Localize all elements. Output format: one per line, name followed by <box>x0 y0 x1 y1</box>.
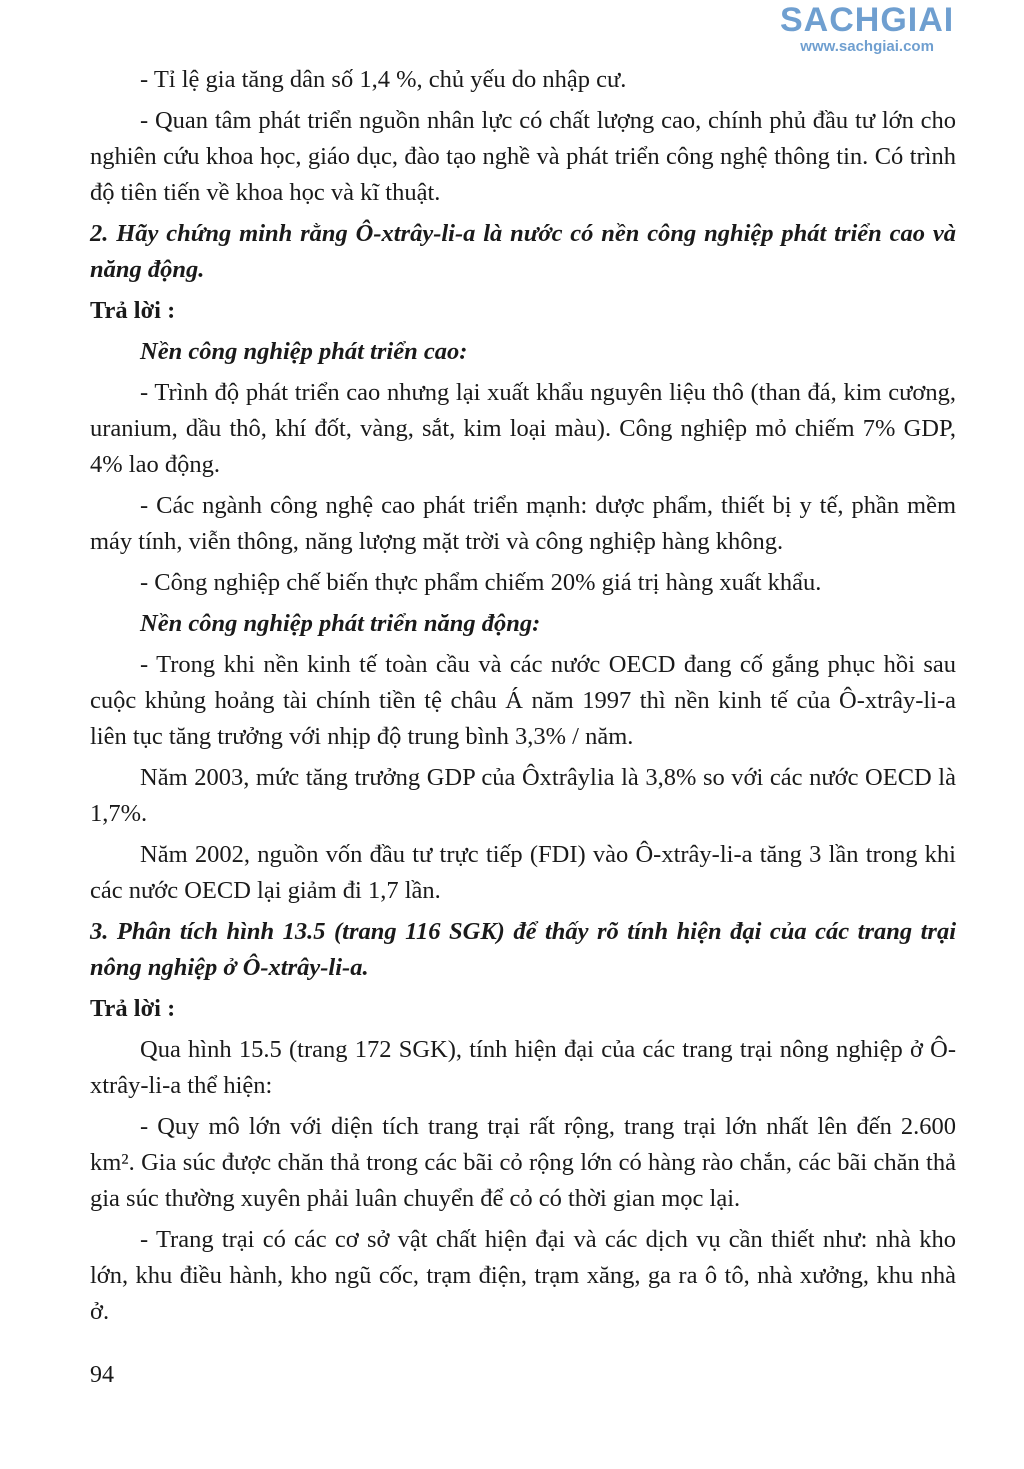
answer-label: Trả lời : <box>90 995 176 1022</box>
watermark-logo: SACHGIAI <box>780 1 955 39</box>
watermark <box>780 2 954 56</box>
question-heading: 2. Hãy chứng minh rằng Ô-xtrây-li-a là nước có nền công nghiệp phát triển cao và năng động. <box>90 220 956 283</box>
page-content <box>90 62 956 1390</box>
paragraph: - Quy mô lớn với diện tích trang trại rất rộng, trang trại lớn nhất lên đến 2.600 km². Gia súc được chăn thả trong các bãi cỏ rộng lớn có hàng rào chắn, các bãi chăn thả gia súc thường xuyên phải luân chuyển để cỏ có thời gian mọc lại. <box>90 1113 956 1212</box>
paragraph: - Các ngành công nghệ cao phát triển mạnh: dược phẩm, thiết bị y tế, phần mềm máy tính, viễn thông, năng lượng mặt trời và công nghiệp hàng không. <box>90 492 956 555</box>
question-heading: 3. Phân tích hình 13.5 (trang 116 SGK) để thấy rõ tính hiện đại của các trang trại nông nghiệp ở Ô-xtrây-li-a. <box>90 918 956 981</box>
paragraph: Năm 2003, mức tăng trưởng GDP của Ôxtrâylia là 3,8% so với các nước OECD là 1,7%. <box>90 764 956 827</box>
page-number: 94 <box>90 1362 114 1388</box>
section-subheading: Nền công nghiệp phát triển cao: <box>140 338 468 365</box>
paragraph: - Trong khi nền kinh tế toàn cầu và các nước OECD đang cố gắng phục hồi sau cuộc khủng hoảng tài chính tiền tệ châu Á năm 1997 thì nền kinh tế của Ô-xtrây-li-a liên tục tăng trưởng với nhịp độ trung bình 3,3% / năm. <box>90 651 956 750</box>
paragraph: Năm 2002, nguồn vốn đầu tư trực tiếp (FDI) vào Ô-xtrây-li-a tăng 3 lần trong khi các nước OECD lại giảm đi 1,7 lần. <box>90 841 956 904</box>
section-subheading: Nền công nghiệp phát triển năng động: <box>140 610 541 637</box>
document-body <box>90 62 956 1330</box>
paragraph: - Trình độ phát triển cao nhưng lại xuất khẩu nguyên liệu thô (than đá, kim cương, uranium, dầu thô, khí đốt, vàng, sắt, kim loại màu). Công nghiệp mỏ chiếm 7% GDP, 4% lao động. <box>90 379 956 478</box>
paragraph: - Tỉ lệ gia tăng dân số 1,4 %, chủ yếu do nhập cư. <box>140 66 627 93</box>
paragraph: - Công nghiệp chế biến thực phẩm chiếm 20% giá trị hàng xuất khẩu. <box>140 569 822 596</box>
paragraph: - Quan tâm phát triển nguồn nhân lực có chất lượng cao, chính phủ đầu tư lớn cho nghiên cứu khoa học, giáo dục, đào tạo nghề và phát triển công nghệ thông tin. Có trình độ tiên tiến về khoa học và kĩ thuật. <box>90 107 956 206</box>
paragraph: - Trang trại có các cơ sở vật chất hiện đại và các dịch vụ cần thiết như: nhà kho lớn, khu điều hành, kho ngũ cốc, trạm điện, trạm xăng, ga ra ô tô, nhà xưởng, khu nhà ở. <box>90 1226 956 1325</box>
watermark-url: www.sachgiai.com <box>800 38 934 56</box>
paragraph: Qua hình 15.5 (trang 172 SGK), tính hiện đại của các trang trại nông nghiệp ở Ô-xtrây-li-a thể hiện: <box>90 1036 956 1099</box>
answer-label: Trả lời : <box>90 297 176 324</box>
